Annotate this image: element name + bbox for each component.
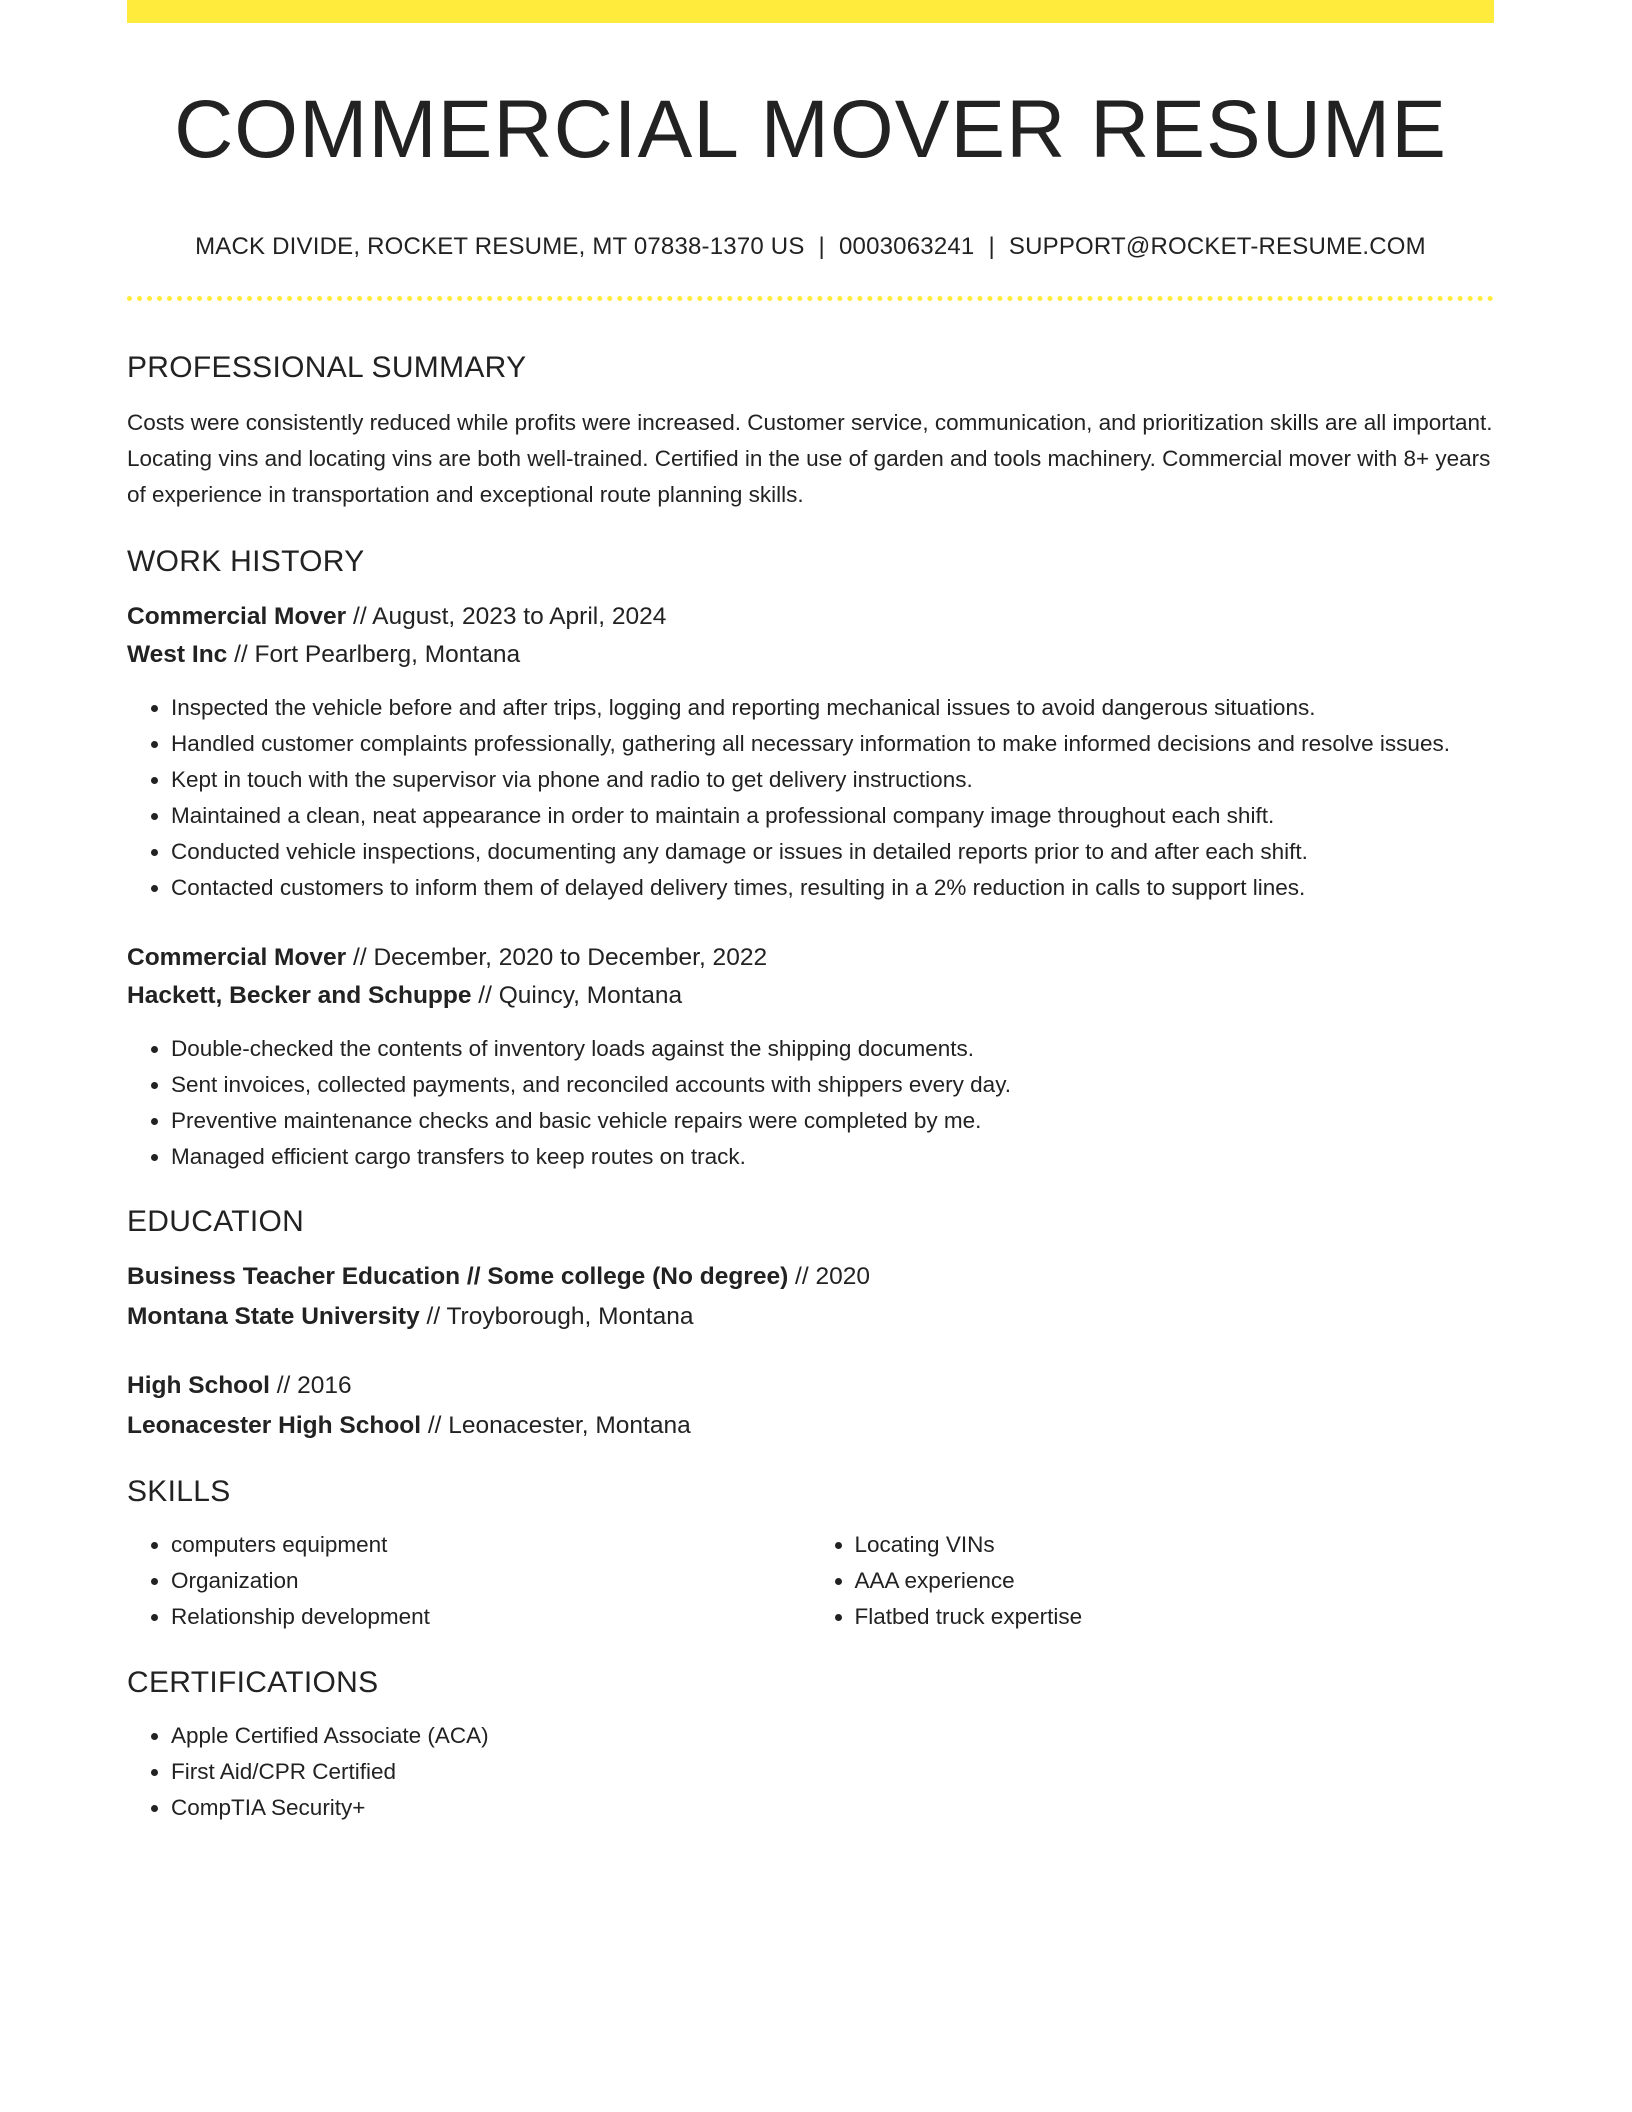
contact-line [127, 235, 1494, 259]
skill-item: • Locating VINs [855, 1527, 1495, 1563]
job-bullet: • Contacted customers to inform them of delayed delivery times, resulting in a 2% reduction in calls to support lines. [171, 870, 1494, 906]
job-bullet: • Conducted vehicle inspections, documenting any damage or issues in detailed reports prior to and after each shift. [171, 834, 1494, 870]
job-dates: // August, 2023 to April, 2024 [346, 603, 667, 630]
job-company: Hackett, Becker and Schuppe [127, 982, 472, 1009]
education-school-line [127, 1406, 1494, 1446]
job-bullets [127, 1031, 1494, 1175]
section-heading-education: EDUCATION [127, 1205, 305, 1238]
contact-address: MACK DIVIDE, ROCKET RESUME, MT 07838-1370 US [195, 233, 805, 260]
education-school: Leonacester High School [127, 1412, 422, 1439]
job-company-line [127, 636, 1494, 674]
job-dates: // December, 2020 to December, 2022 [346, 944, 768, 971]
skills-list-right [811, 1527, 1495, 1635]
skill-item: • computers equipment [171, 1527, 811, 1563]
skill-item: • Organization [171, 1563, 811, 1599]
contact-email: SUPPORT@ROCKET-RESUME.COM [1008, 233, 1426, 260]
job-bullet: • Preventive maintenance checks and basic vehicle repairs were completed by me. [171, 1103, 1494, 1139]
accent-bar [127, 0, 1494, 23]
skills-columns [127, 1527, 1494, 1635]
education-location: // Troyborough, Montana [419, 1303, 694, 1330]
education-degree-line [127, 1257, 1494, 1297]
job-title-line [127, 939, 1494, 977]
education-entry [127, 1366, 1494, 1446]
job-bullets [127, 690, 1494, 906]
certification-item: • First Aid/CPR Certified [171, 1754, 1494, 1790]
job-bullet: • Managed efficient cargo transfers to keep routes on track. [171, 1139, 1494, 1175]
certification-item: • CompTIA Security+ [171, 1790, 1494, 1826]
job-bullet: • Double-checked the contents of inventory loads against the shipping documents. [171, 1031, 1494, 1067]
job-title-line [127, 598, 1494, 636]
education-school: Montana State University [127, 1303, 420, 1330]
section-heading-summary: PROFESSIONAL SUMMARY [127, 351, 527, 384]
job-location: // Quincy, Montana [471, 982, 683, 1009]
contact-separator: | [988, 233, 995, 260]
job-title: Commercial Mover [127, 603, 347, 630]
job-title: Commercial Mover [127, 944, 347, 971]
job-bullet: • Handled customer complaints professionally, gathering all necessary information to make informed decisions and resolve issues. [171, 726, 1494, 762]
education-year: // 2020 [788, 1263, 870, 1290]
education-school-line [127, 1297, 1494, 1337]
resume-page [127, 0, 1494, 1826]
certification-item: • Apple Certified Associate (ACA) [171, 1718, 1494, 1754]
section-heading-work: WORK HISTORY [127, 545, 365, 578]
education-entry [127, 1257, 1494, 1337]
job-location: // Fort Pearlberg, Montana [227, 641, 521, 668]
section-heading-certifications: CERTIFICATIONS [127, 1666, 379, 1699]
skill-item: • Relationship development [171, 1599, 811, 1635]
contact-separator: | [818, 233, 825, 260]
certifications-list [127, 1718, 1494, 1826]
job-entry [127, 598, 1494, 906]
education-degree-line [127, 1366, 1494, 1406]
education-degree: High School [127, 1372, 270, 1399]
education-degree: Business Teacher Education // Some college (No degree) [127, 1263, 789, 1290]
job-bullet: • Kept in touch with the supervisor via phone and radio to get delivery instructions. [171, 762, 1494, 798]
section-heading-skills: SKILLS [127, 1475, 231, 1508]
job-company-line [127, 977, 1494, 1015]
job-bullet: • Sent invoices, collected payments, and reconciled accounts with shippers every day. [171, 1067, 1494, 1103]
job-bullet: • Inspected the vehicle before and after trips, logging and reporting mechanical issues to avoid dangerous situations. [171, 690, 1494, 726]
skills-list-left [127, 1527, 811, 1635]
contact-phone: 0003063241 [838, 233, 975, 260]
job-bullet: • Maintained a clean, neat appearance in order to maintain a professional company image throughout each shift. [171, 798, 1494, 834]
education-location: // Leonacester, Montana [421, 1412, 691, 1439]
skill-item: • AAA experience [855, 1563, 1495, 1599]
job-entry [127, 939, 1494, 1175]
skill-item: • Flatbed truck expertise [855, 1599, 1495, 1635]
summary-text: Costs were consistently reduced while profits were increased. Customer service, communication, and prioritization skills are all important. Locating vins and locating vins are both well-trained. Certified in the use of garden and tools machinery. Commercial mover with 8+ years of experience in transportation and exceptional route planning skills. [127, 410, 1493, 507]
resume-title: COMMERCIAL MOVER RESUME [174, 84, 1447, 175]
dotted-divider [127, 296, 1494, 301]
job-company: West Inc [127, 641, 228, 668]
education-year: // 2016 [269, 1372, 352, 1399]
